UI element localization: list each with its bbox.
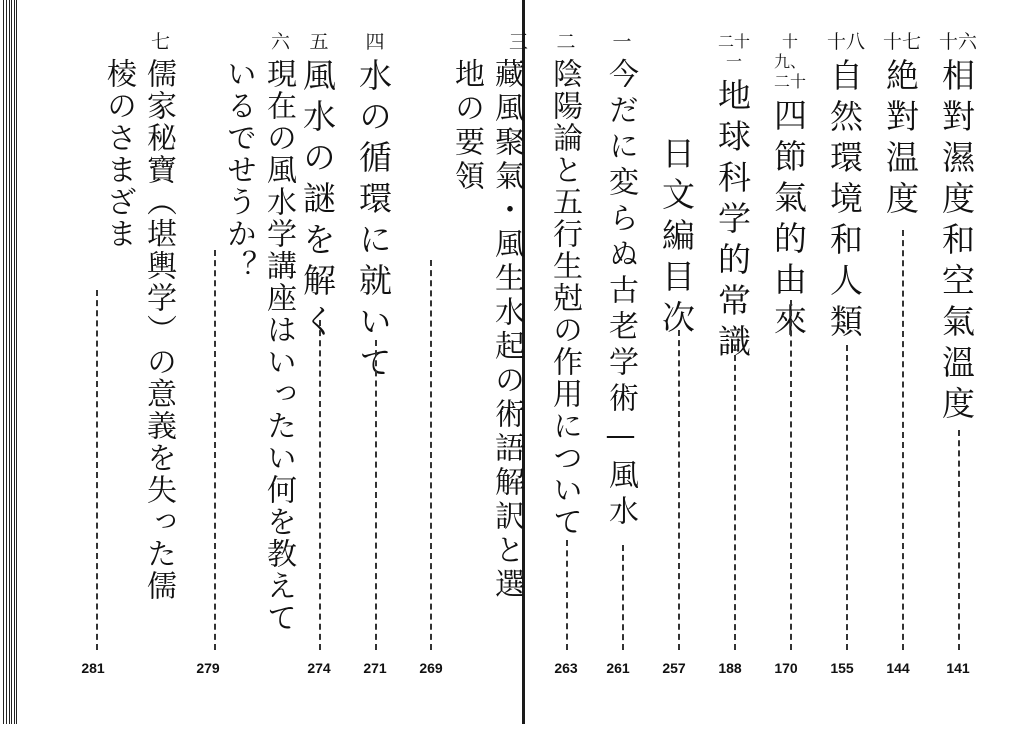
left-page (18, 0, 528, 724)
entry-title: 絶對温度 (881, 58, 920, 222)
dot-leader (790, 300, 792, 650)
entry-title: 現在の風水学講座はいったい何を教えているでせうか？ (221, 58, 296, 634)
dot-leader (678, 330, 680, 650)
entry-number: 五 (309, 31, 329, 53)
page-number: 170 (774, 660, 798, 676)
dot-leader (734, 345, 736, 650)
dot-leader (846, 345, 848, 650)
dot-leader (958, 430, 960, 650)
page-number: 263 (554, 660, 578, 676)
dot-leader (902, 230, 904, 650)
page-number: 155 (830, 660, 854, 676)
entry-title: 水の循環に就いて (354, 58, 393, 386)
entry-number: 十六 (938, 31, 977, 53)
entry-title: 陰陽論と五行生尅の作用について (547, 58, 582, 538)
entry-title: 日文編目次 (657, 136, 696, 341)
page-number: 141 (946, 660, 970, 676)
entry-number: 十九、二十 (773, 32, 806, 91)
entry-number: 十八 (826, 31, 865, 53)
entry-number: 七 (150, 31, 170, 53)
dot-leader (566, 540, 568, 650)
entry-title: 今だに変らぬ古老学術—風水 (603, 58, 638, 531)
entry-number: 十七 (882, 31, 921, 53)
page-number: 269 (419, 660, 443, 676)
dot-leader (430, 260, 432, 650)
page-edge-lines (3, 0, 17, 724)
dot-leader (375, 340, 377, 650)
entry-number: 二 (556, 31, 576, 53)
entry-number: 六 (270, 31, 290, 53)
toc-entry (446, 32, 536, 652)
dot-leader (622, 545, 624, 650)
entry-title: 藏風聚氣・風生水起の術語解訳と選地の要領 (449, 58, 524, 602)
page-number: 281 (81, 660, 105, 676)
page-number: 271 (363, 660, 387, 676)
page-number: 257 (662, 660, 686, 676)
entry-title: 風水の謎を解く (298, 58, 337, 345)
entry-number: 三 (508, 31, 528, 53)
entry-title: 地球科学的常識 (713, 78, 752, 365)
toc-entry (98, 32, 178, 652)
entry-title: 四節氣的由來 (769, 98, 808, 344)
entry-title: 相對濕度和空氣溫度 (937, 58, 976, 427)
page-number: 274 (307, 660, 331, 676)
entry-title: 自然環境和人類 (825, 58, 864, 345)
page-number: 261 (606, 660, 630, 676)
dot-leader (96, 290, 98, 650)
entry-number: 四 (365, 31, 385, 53)
entry-title: 儒家秘寶（堪輿学）の意義を失った儒棱のさまざま (101, 58, 176, 602)
dot-leader (214, 250, 216, 650)
dot-leader (319, 320, 321, 650)
entry-number: 二十一 (717, 32, 750, 71)
toc-entry (218, 32, 298, 652)
right-page (528, 0, 1020, 724)
page-number: 144 (886, 660, 910, 676)
page-number: 188 (718, 660, 742, 676)
entry-number: 一 (612, 31, 632, 53)
page-number: 279 (196, 660, 220, 676)
